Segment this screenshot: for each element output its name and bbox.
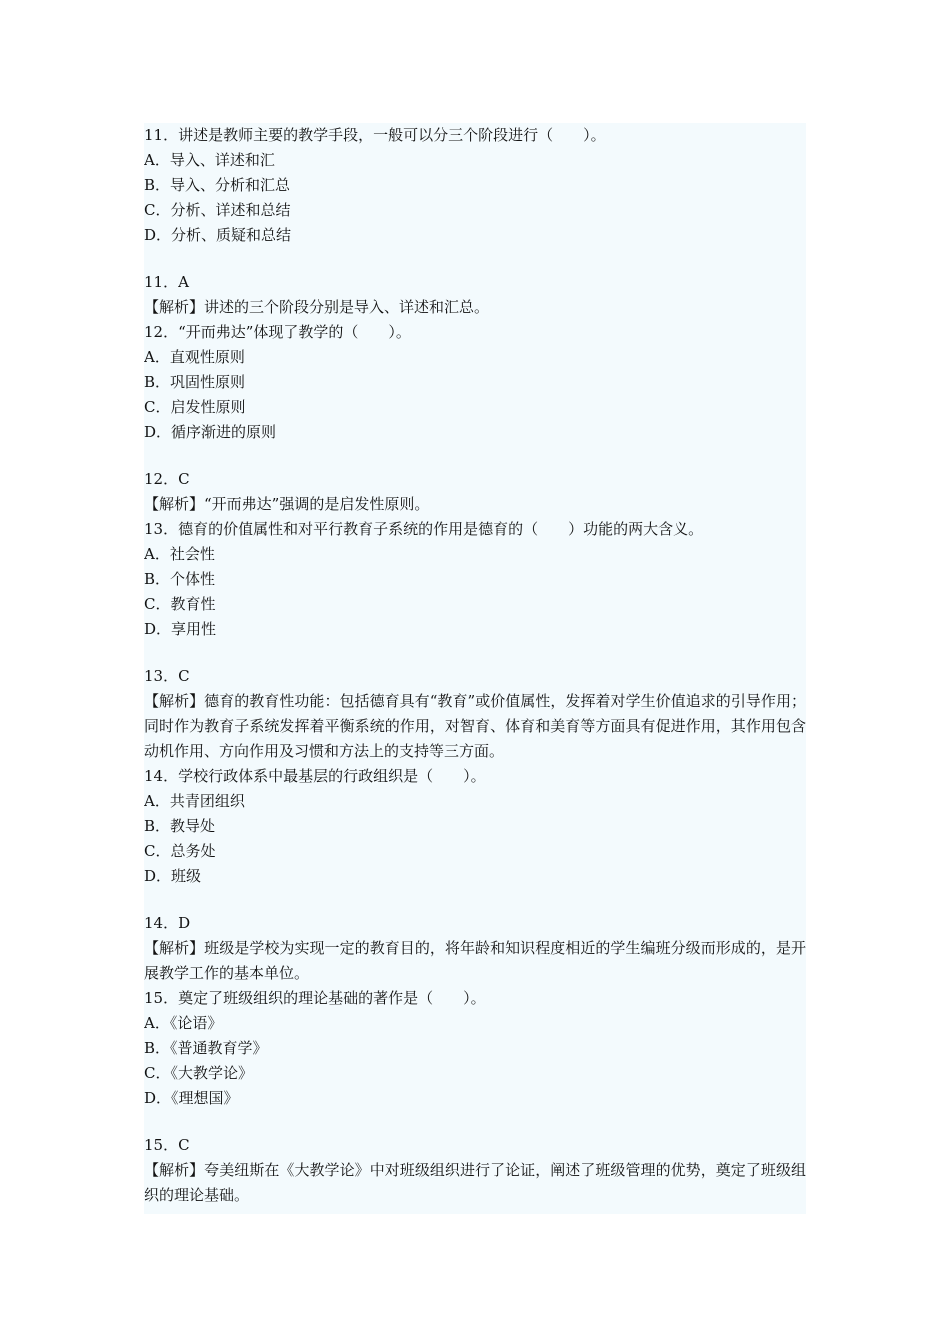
option-a: A．导入、详述和汇 — [144, 151, 275, 169]
answer-text: 12．C — [144, 470, 190, 488]
answer-text: 14．D — [144, 914, 191, 932]
option-c: C．教育性 — [144, 595, 216, 613]
analysis-text: 【解析】班级是学校为实现一定的教育目的，将年龄和知识程度相近的学生编班分级而形成的，是开展教学工作的基本单位。 — [144, 939, 806, 982]
document-body — [144, 123, 806, 1214]
spacer — [144, 248, 806, 270]
answer-text: 11．A — [144, 273, 189, 291]
question-text: 15．奠定了班级组织的理论基础的著作是（ ）。 — [144, 989, 486, 1007]
question-block — [144, 123, 806, 320]
analysis-text: 【解析】讲述的三个阶段分别是导入、详述和汇总。 — [144, 298, 490, 316]
analysis-text: 【解析】德育的教育性功能：包括德育具有“教育”或价值属性，发挥着对学生价值追求的引导作用；同时作为教育子系统发挥着平衡系统的作用，对智育、体育和美育等方面具有促进作用，其作用包含动机作用、方向作用及习惯和方法上的支持等三方面。 — [144, 692, 806, 760]
spacer — [144, 642, 806, 664]
answer-text: 15．C — [144, 1136, 190, 1154]
option-a: A．《论语》 — [144, 1014, 223, 1032]
option-c: C．《大教学论》 — [144, 1064, 253, 1082]
option-a: A．直观性原则 — [144, 348, 245, 366]
question-block — [144, 764, 806, 986]
analysis-text: 【解析】“开而弗达”强调的是启发性原则。 — [144, 495, 430, 513]
option-b: B．《普通教育学》 — [144, 1039, 268, 1057]
option-c: C．分析、详述和总结 — [144, 201, 291, 219]
answer-text: 13．C — [144, 667, 190, 685]
option-a: A．共青团组织 — [144, 792, 245, 810]
spacer — [144, 889, 806, 911]
option-b: B．个体性 — [144, 570, 216, 588]
spacer — [144, 1111, 806, 1133]
question-block — [144, 517, 806, 764]
question-block — [144, 986, 806, 1208]
option-d: D．《理想国》 — [144, 1089, 239, 1107]
option-c: C．总务处 — [144, 842, 216, 860]
option-b: B．教导处 — [144, 817, 216, 835]
option-b: B．导入、分析和汇总 — [144, 176, 291, 194]
option-d: D．分析、质疑和总结 — [144, 226, 292, 244]
question-text: 12．“开而弗达”体现了教学的（ ）。 — [144, 323, 411, 341]
option-a: A．社会性 — [144, 545, 215, 563]
option-d: D．循序渐进的原则 — [144, 423, 277, 441]
option-d: D．班级 — [144, 867, 202, 885]
analysis-text: 【解析】夸美纽斯在《大教学论》中对班级组织进行了论证，阐述了班级管理的优势，奠定了班级组织的理论基础。 — [144, 1161, 806, 1204]
question-text: 14．学校行政体系中最基层的行政组织是（ ）。 — [144, 767, 486, 785]
option-c: C．启发性原则 — [144, 398, 246, 416]
question-block — [144, 320, 806, 517]
question-text: 11．讲述是教师主要的教学手段，一般可以分三个阶段进行（ ）。 — [144, 126, 606, 144]
spacer — [144, 445, 806, 467]
option-d: D．享用性 — [144, 620, 217, 638]
question-text: 13．德育的价值属性和对平行教育子系统的作用是德育的（ ）功能的两大含义。 — [144, 520, 704, 538]
option-b: B．巩固性原则 — [144, 373, 246, 391]
